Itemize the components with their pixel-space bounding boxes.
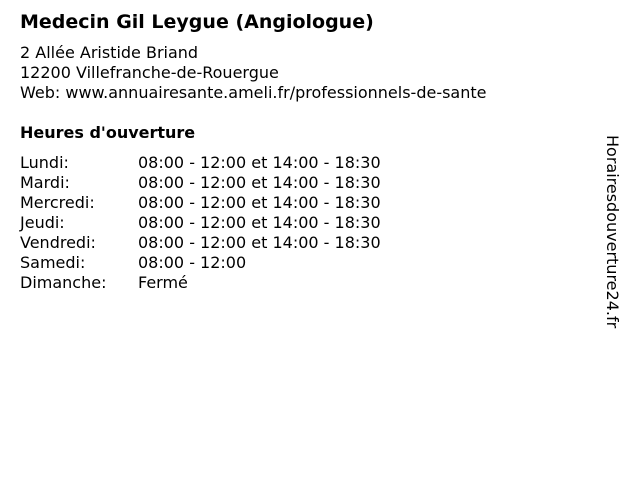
day-label: Vendredi: — [20, 233, 96, 252]
day-times: Fermé — [138, 273, 188, 292]
hours-table — [20, 153, 381, 293]
hours-row-wednesday — [20, 193, 381, 213]
day-label: Jeudi: — [20, 213, 65, 232]
day-times: 08:00 - 12:00 et 14:00 - 18:30 — [138, 213, 381, 232]
address-web: Web: www.annuairesante.ameli.fr/professionnels-de-sante — [20, 83, 487, 102]
day-label: Samedi: — [20, 253, 86, 272]
hours-heading: Heures d'ouverture — [20, 123, 196, 142]
address-city: 12200 Villefranche-de-Rouergue — [20, 63, 279, 82]
hours-row-tuesday — [20, 173, 381, 193]
site-watermark: Horairesdouverture24.fr — [603, 135, 622, 329]
day-times: 08:00 - 12:00 et 14:00 - 18:30 — [138, 173, 381, 192]
day-times: 08:00 - 12:00 et 14:00 - 18:30 — [138, 153, 381, 172]
day-label: Mercredi: — [20, 193, 95, 212]
address-street: 2 Allée Aristide Briand — [20, 43, 199, 62]
hours-row-sunday — [20, 273, 381, 293]
hours-row-monday — [20, 153, 381, 173]
day-label: Lundi: — [20, 153, 69, 172]
hours-row-saturday — [20, 253, 381, 273]
hours-row-thursday — [20, 213, 381, 233]
day-times: 08:00 - 12:00 et 14:00 - 18:30 — [138, 193, 381, 212]
day-label: Mardi: — [20, 173, 70, 192]
day-label: Dimanche: — [20, 273, 107, 292]
day-times: 08:00 - 12:00 et 14:00 - 18:30 — [138, 233, 381, 252]
day-times: 08:00 - 12:00 — [138, 253, 247, 272]
hours-row-friday — [20, 233, 381, 253]
address-block — [20, 43, 486, 103]
page-title: Medecin Gil Leygue (Angiologue) — [20, 11, 374, 33]
